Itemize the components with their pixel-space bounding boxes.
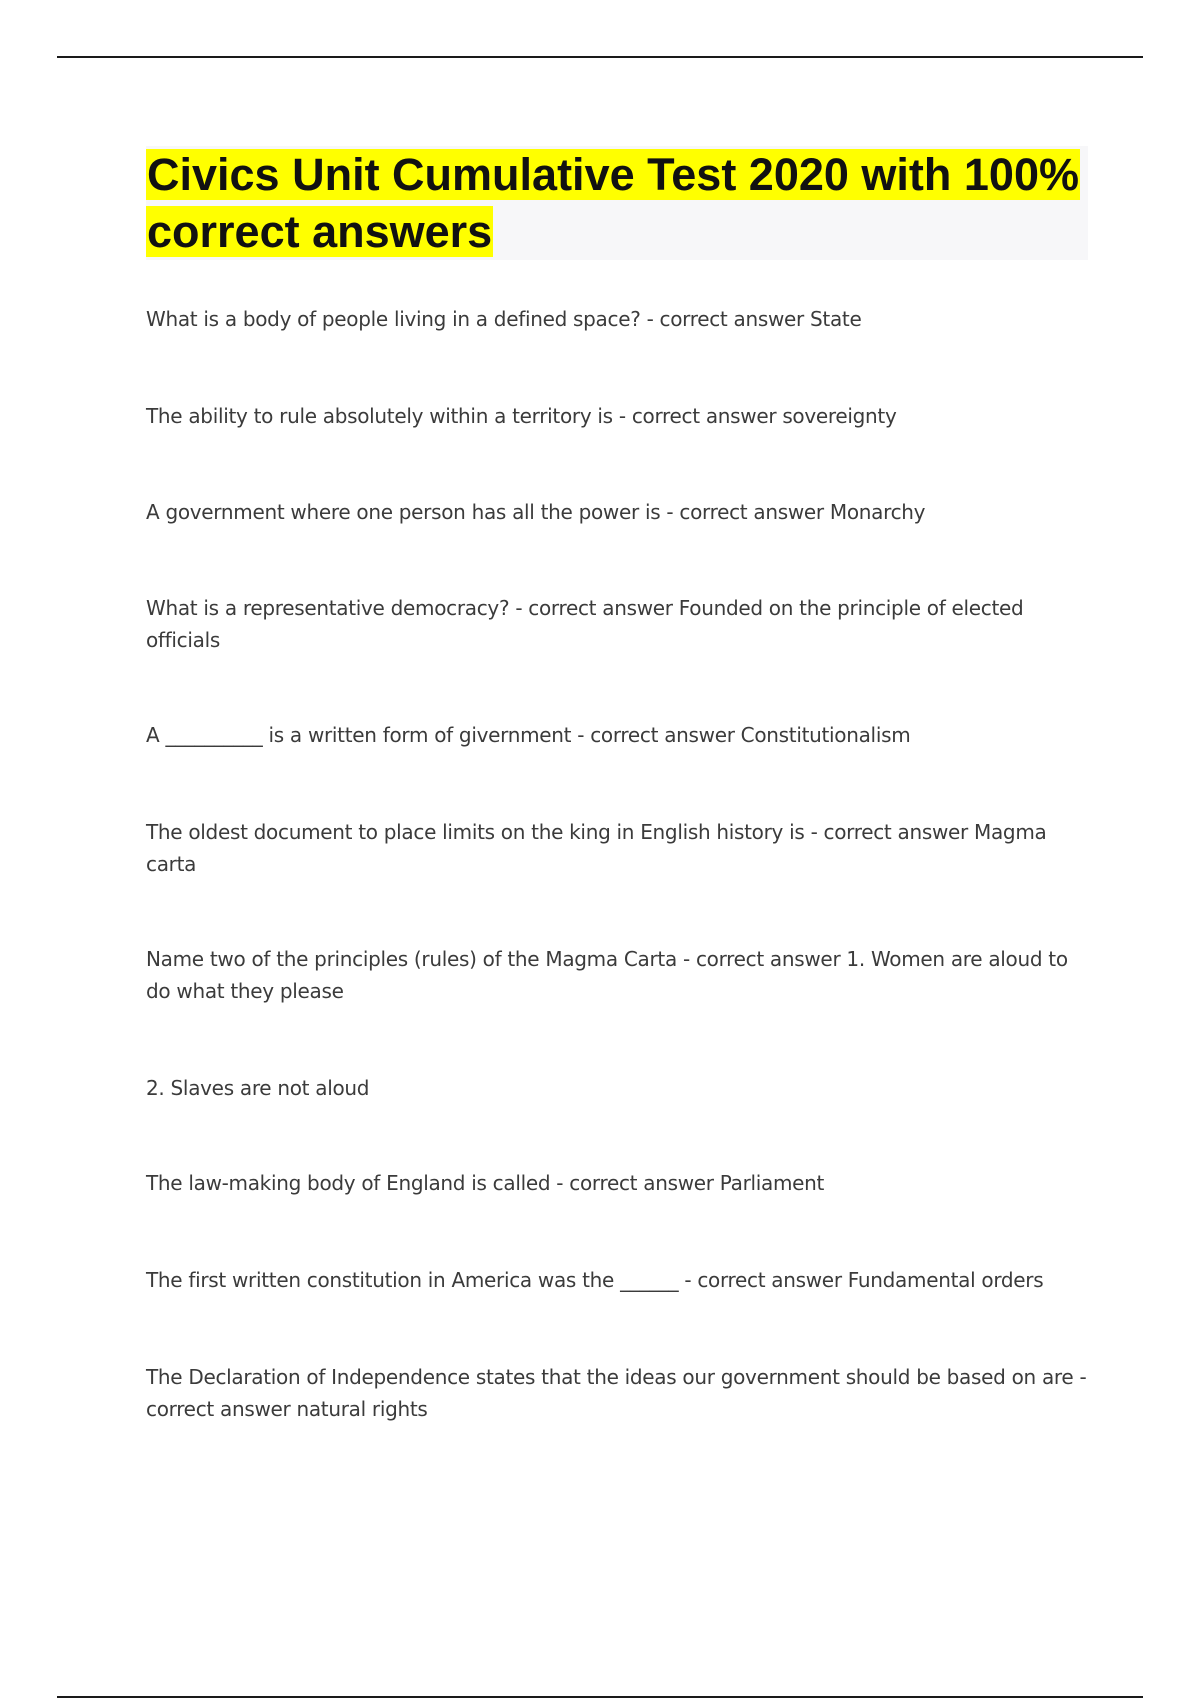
- title-highlight: Civics Unit Cumulative Test 2020 with 100% correct answers: [147, 149, 1079, 257]
- qa-item: 2. Slaves are not aloud: [146, 1076, 370, 1100]
- qa-item: The ability to rule absolutely within a territory is - correct answer sovereignty: [146, 404, 897, 428]
- title-block: [146, 146, 1088, 260]
- qa-item: Name two of the principles (rules) of the Magma Carta - correct answer 1. Women are aloud to do what they please: [146, 947, 1068, 1003]
- qa-item: A government where one person has all the power is - correct answer Monarchy: [146, 500, 926, 524]
- qa-item: A __________ is a written form of givernment - correct answer Constitutionalism: [146, 723, 911, 747]
- qa-item: The law-making body of England is called - correct answer Parliament: [146, 1171, 825, 1195]
- qa-item: The oldest document to place limits on the king in English history is - correct answer Magma carta: [146, 820, 1047, 876]
- qa-item: The first written constitution in America was the ______ - correct answer Fundamental orders: [146, 1268, 1044, 1292]
- bottom-rule: [57, 1696, 1143, 1698]
- qa-item: What is a body of people living in a defined space? - correct answer State: [146, 307, 862, 331]
- document-title: [146, 146, 1088, 260]
- qa-item: The Declaration of Independence states that the ideas our government should be based on are - correct answer natural rights: [146, 1365, 1087, 1421]
- qa-item: What is a representative democracy? - correct answer Founded on the principle of elected officials: [146, 596, 1024, 652]
- top-rule: [57, 56, 1143, 58]
